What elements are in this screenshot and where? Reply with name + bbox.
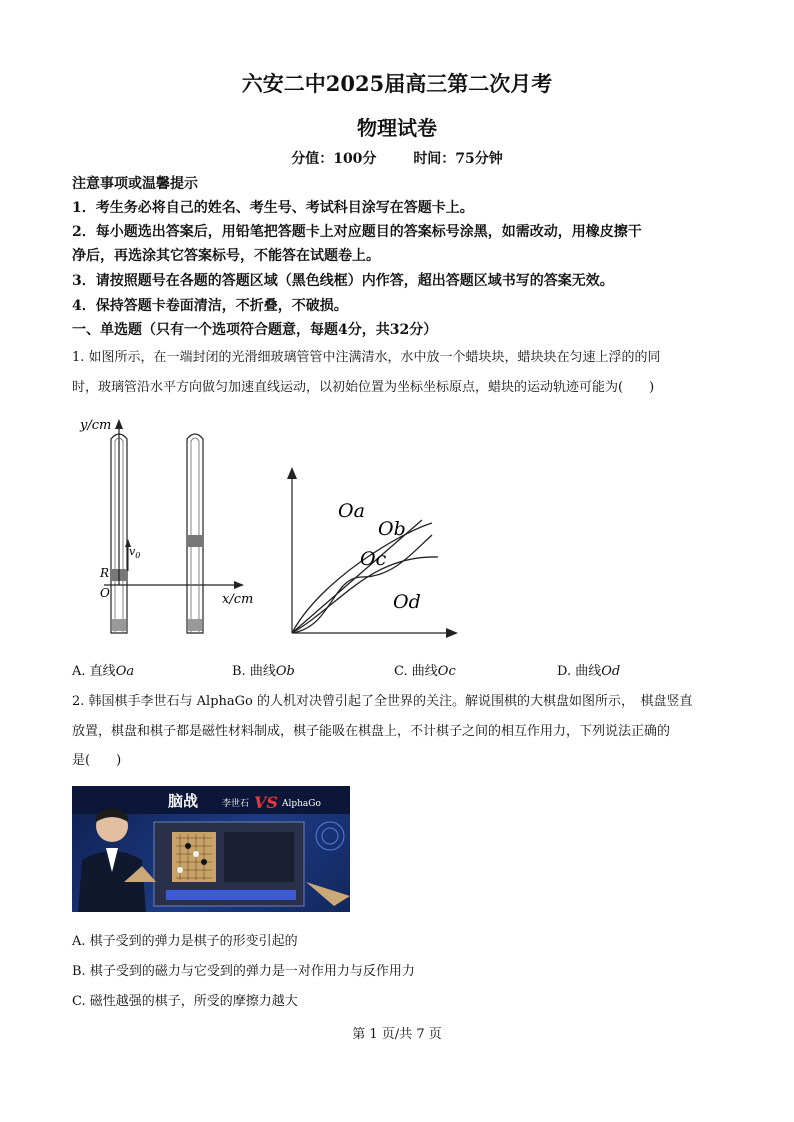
x-axis-label: x/cm bbox=[222, 592, 254, 607]
q2-stem-line2: 放置，棋盘和棋子都是磁性材料制成，棋子能吸在棋盘上，不计棋子之间的相互作用力，下列说法正确的 bbox=[72, 724, 671, 739]
banner-logo: 脑战 bbox=[168, 792, 199, 810]
notes-heading: 注意事项或温馨提示 bbox=[72, 176, 198, 192]
exam-meta bbox=[0, 148, 794, 168]
screen-toolbar bbox=[166, 890, 296, 900]
camera-feed bbox=[224, 832, 294, 882]
go-broadcast-illustration bbox=[72, 786, 350, 912]
curve-od-label: Od bbox=[393, 591, 421, 613]
decor-ring bbox=[316, 822, 344, 850]
note-item-2-cont: 净后，再选涂其它答案标号，不能答在试题卷上。 bbox=[72, 248, 380, 264]
note-item-3: 3．请按照题号在各题的答题区域（黑色线框）内作答，超出答题区域书写的答案无效。 bbox=[72, 273, 614, 289]
white-stone bbox=[177, 867, 183, 873]
white-stone bbox=[193, 851, 199, 857]
note-item-4: 4．保持答题卡卷面清洁，不折叠，不破损。 bbox=[72, 298, 348, 314]
time-info: 时间：75分钟 bbox=[413, 151, 503, 167]
black-stone bbox=[201, 859, 207, 865]
curve-oa-label: Oa bbox=[338, 500, 365, 522]
banner-player: 李世石 bbox=[222, 799, 250, 809]
r-label: R bbox=[100, 566, 110, 580]
score-info: 分值：100分 bbox=[291, 151, 377, 167]
q2-stem-line3: 是( ) bbox=[72, 753, 122, 768]
glass-tube-2 bbox=[187, 434, 203, 633]
page-footer: 第 1 页/共 7 页 bbox=[352, 1027, 442, 1042]
school-title: 六安二中2025届高三第二次月考 bbox=[241, 71, 553, 96]
q2-stem-line1: 2. 韩国棋手李世石与 AlphaGo 的人机对决曾引起了全世界的关注。解说围棋的大棋盘如图所示， 棋盘竖直 bbox=[72, 694, 693, 709]
graph-x-arrow bbox=[446, 628, 458, 638]
subject-title: 物理试卷 bbox=[357, 116, 437, 140]
wax-block-moved bbox=[188, 535, 202, 547]
q1-figure bbox=[70, 405, 470, 645]
note-item-2: 2．每小题选出答案后，用铅笔把答题卡上对应题目的答案标号涂黑，如需改动，用橡皮擦干 bbox=[72, 224, 642, 240]
q1-option-d[interactable]: D. 曲线Od bbox=[557, 664, 621, 679]
note-item-1: 1．考生务必将自己的姓名、考生号、考试科目涂写在答题卡上。 bbox=[72, 200, 474, 216]
curve-ob-label: Ob bbox=[378, 518, 406, 540]
q2-option-c[interactable]: C. 磁性越强的棋子，所受的摩擦力越大 bbox=[72, 994, 298, 1009]
q1-option-b[interactable]: B. 曲线Ob bbox=[232, 664, 295, 679]
origin-label: O bbox=[100, 586, 110, 600]
x-axis-arrow bbox=[234, 581, 244, 589]
q1-option-a[interactable]: A. 直线Oa bbox=[72, 664, 135, 679]
curve-oc-label: Oc bbox=[360, 548, 387, 570]
graph-y-arrow bbox=[287, 467, 297, 479]
curve-ob bbox=[292, 523, 432, 633]
q2-option-b[interactable]: B. 棋子受到的磁力与它受到的弹力是一对作用力与反作用力 bbox=[72, 964, 415, 979]
y-axis-arrow bbox=[115, 419, 123, 429]
tube-bottom-plug-2 bbox=[188, 619, 202, 631]
board-edge-right bbox=[306, 882, 350, 906]
v0-label: $v_0$ bbox=[129, 545, 141, 560]
tube-bottom-plug bbox=[112, 619, 126, 631]
banner-ai: AlphaGo bbox=[282, 799, 321, 809]
banner-vs: VS bbox=[254, 793, 278, 812]
go-broadcast-photo bbox=[72, 786, 350, 912]
q1-stem-line2: 时，玻璃管沿水平方向做匀加速直线运动，以初始位置为坐标坐标原点，蜡块的运动轨迹可能为( ) bbox=[72, 380, 655, 395]
q1-stem-line1: 1. 如图所示，在一端封闭的光滑细玻璃管管中注满清水，水中放一个蜡块块，蜡块块在匀速上浮的的同 bbox=[72, 350, 661, 365]
section-heading: 一、单选题（只有一个选项符合题意，每题4分，共32分） bbox=[72, 322, 438, 338]
q2-option-a[interactable]: A. 棋子受到的弹力是棋子的形变引起的 bbox=[72, 934, 298, 949]
go-board bbox=[172, 832, 216, 882]
decor-ring-inner bbox=[322, 828, 338, 844]
black-stone bbox=[185, 843, 191, 849]
y-axis-label: y/cm bbox=[80, 418, 112, 433]
q1-option-c[interactable]: C. 曲线Oc bbox=[394, 664, 456, 679]
